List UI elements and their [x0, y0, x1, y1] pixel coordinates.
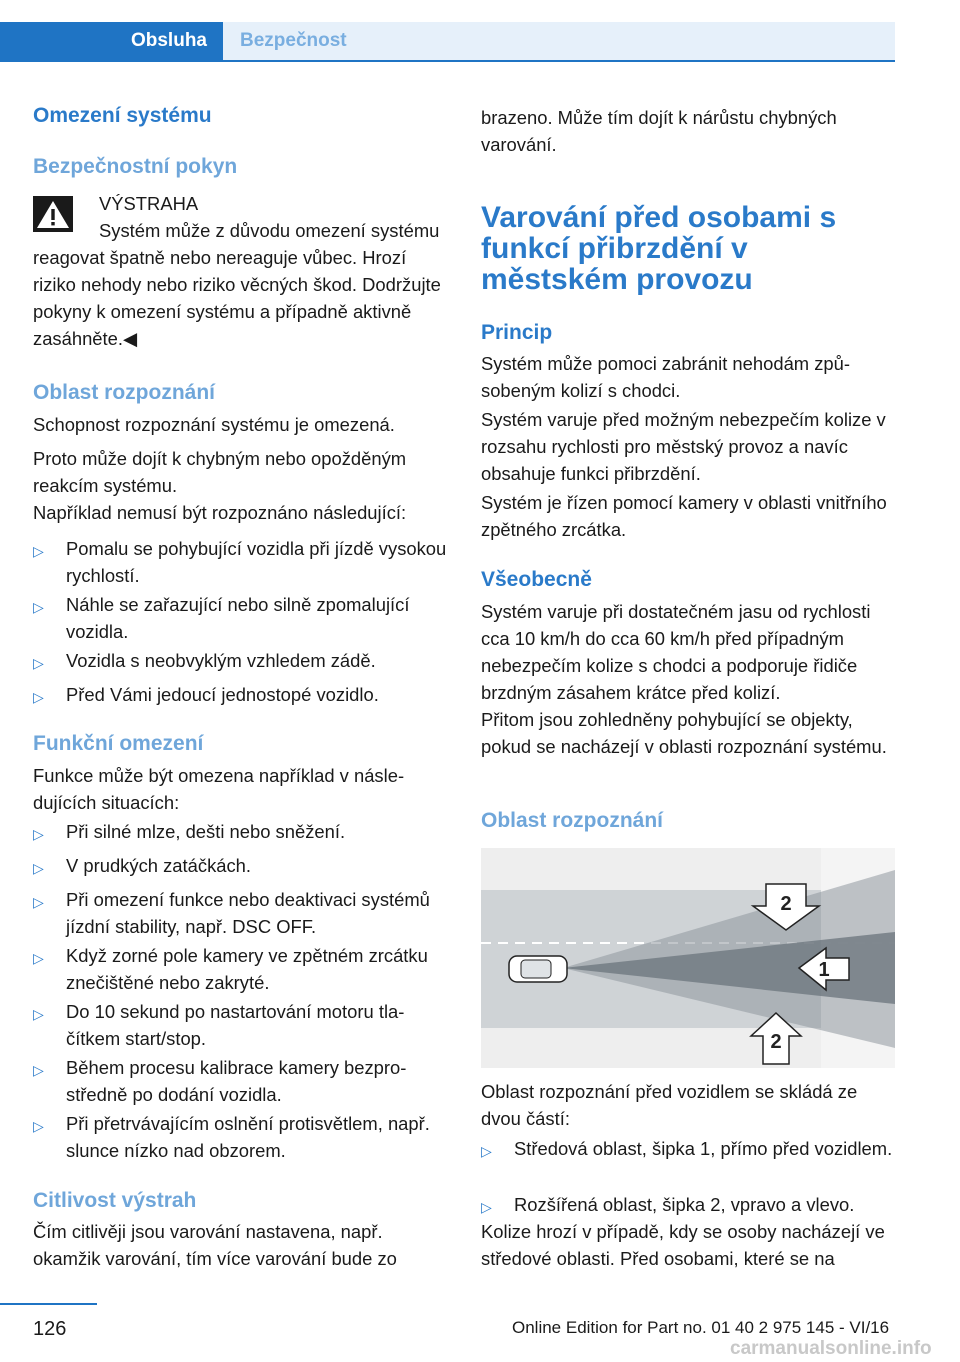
bullet-triangle-icon: ▷ — [33, 894, 44, 910]
principle-para-1: Systém může pomoci zabránit nehodám způsobeným kolizí s chodci. — [481, 353, 851, 401]
warning-text: Systém může z důvodu omezení systému reagovat špatně nebo nereaguje vůbec. Hrozí riziko nehody nebo riziko věcných škod. Dodržujte pokyny k omezení systému a případně aktivně zasáhněte.◀ — [33, 220, 441, 349]
detect-para-1: Schopnost rozpoznání systému je omezená. — [33, 414, 395, 435]
bullet-triangle-icon: ▷ — [33, 1006, 44, 1022]
tab-obsluha-label: Obsluha — [130, 30, 207, 51]
section-title: Varování před osobami s funkcí přibrzdění v městském provozu — [481, 201, 837, 296]
heading-recognition-area: Oblast rozpoznání — [481, 809, 664, 832]
func-para: Funkce může být omezena například v následujících situacích: — [33, 765, 405, 813]
detect-para-3: Například nemusí být rozpoznáno následující: — [33, 502, 407, 523]
detect-para-2: Proto může dojít k chybným nebo opožděným reakcím systému. — [33, 448, 407, 496]
label-2-top: 2 — [780, 893, 792, 915]
car-icon — [509, 956, 567, 982]
principle-para-3: Systém je řízen pomocí kamery v oblasti vnitřního zpětného zrcátka. — [481, 492, 887, 540]
header-tabs — [0, 22, 960, 62]
bullet-triangle-icon: ▷ — [33, 655, 44, 671]
detection-area-figure — [481, 848, 895, 1068]
bullet-triangle-icon: ▷ — [33, 543, 44, 559]
heading-function-limits: Funkční omezení — [33, 732, 204, 755]
heading-principle: Princip — [481, 321, 553, 344]
tab-bezpecnost-label: Bezpečnost — [240, 30, 347, 51]
bullet-triangle-icon: ▷ — [33, 1118, 44, 1134]
bullet-triangle-icon: ▷ — [481, 1143, 492, 1159]
page-number: 126 — [33, 1318, 67, 1340]
bullet-triangle-icon: ▷ — [33, 826, 44, 842]
label-2-bottom: 2 — [770, 1031, 782, 1053]
general-para-1: Systém varuje při dostatečném jasu od rychlosti cca 10 km/h do cca 60 km/h před případným nebezpečím kolize s chodci a podporuje řidiče brzdným zásahem krátce před kolizí. — [481, 601, 871, 703]
heading-detection-area: Oblast rozpoznání — [33, 381, 216, 404]
bullet-triangle-icon: ▷ — [33, 599, 44, 615]
bullet-triangle-icon: ▷ — [33, 1062, 44, 1078]
edition-text: Online Edition for Part no. 01 40 2 975 145 - VI/16 — [512, 1318, 890, 1337]
tab-bezpecnost[interactable] — [223, 22, 895, 62]
general-para-2: Přitom jsou zohledněny pohybující se objekty, pokud se nacházejí v oblasti rozpoznání systému. — [481, 709, 887, 757]
tab-obsluha[interactable] — [0, 22, 223, 62]
end-para: Kolize hrozí v případě, kdy se osoby nacházejí ve středové oblasti. Před osobami, které se na — [481, 1221, 885, 1269]
bullet-triangle-icon: ▷ — [33, 950, 44, 966]
watermark: carmanualsonline.info — [730, 1338, 932, 1359]
continued-para: brazeno. Může tím dojít k nárůstu chybných varování. — [481, 107, 837, 155]
heading-safety: Bezpečnostní pokyn — [33, 155, 238, 178]
principle-para-2: Systém varuje před možným nebezpečím kolize v rozsahu rychlosti pro městský provoz a navíc obsahuje funkci přibrzdění. — [481, 409, 886, 484]
footer-rule — [0, 1303, 97, 1305]
label-1: 1 — [818, 959, 830, 981]
heading-general: Všeobecně — [481, 568, 592, 591]
bullet-triangle-icon: ▷ — [481, 1199, 492, 1215]
heading-sensitivity: Citlivost výstrah — [33, 1189, 197, 1212]
area-para: Oblast rozpoznání před vozidlem se skládá ze dvou částí: — [481, 1081, 858, 1129]
warning-label: VÝSTRAHA — [99, 193, 199, 214]
bullet-triangle-icon: ▷ — [33, 689, 44, 705]
sens-para: Čím citlivěji jsou varování nastavena, např. okamžik varování, tím více varování bude zo — [33, 1221, 397, 1269]
header-rule — [0, 60, 895, 62]
bullet-triangle-icon: ▷ — [33, 860, 44, 876]
heading-limits: Omezení systému — [33, 104, 212, 127]
